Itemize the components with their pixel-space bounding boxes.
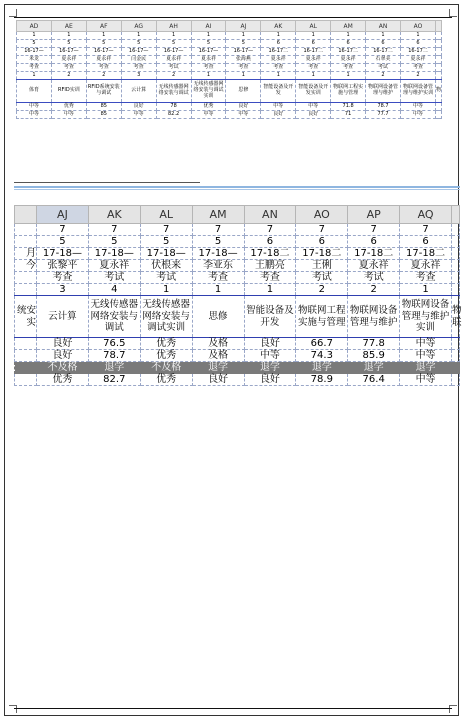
table-cell-cut[interactable]: [15, 362, 37, 374]
table-cell[interactable]: 1: [51, 32, 86, 40]
score-cell[interactable]: 中等: [400, 338, 452, 350]
course-header-cell[interactable]: RFID实训: [51, 80, 86, 103]
table-cell[interactable]: 2: [51, 72, 86, 80]
table-cell-overflow[interactable]: [452, 284, 460, 296]
table-cell[interactable]: 2: [156, 72, 191, 80]
table-cell[interactable]: 1: [17, 72, 52, 80]
table-cell[interactable]: 考查: [244, 272, 296, 284]
table-cell[interactable]: 夏永祥: [156, 56, 191, 64]
score-cell[interactable]: 退学: [88, 362, 140, 374]
table-cell[interactable]: 1: [140, 284, 192, 296]
table-cell[interactable]: 考查: [226, 64, 261, 72]
table-row: [15, 272, 460, 284]
score-cell[interactable]: 78.9: [296, 374, 348, 386]
table-cell[interactable]: 1: [366, 32, 401, 40]
table-cell[interactable]: 6: [296, 40, 331, 48]
score-cell[interactable]: 77.8: [348, 338, 400, 350]
table-cell-overflow[interactable]: [452, 236, 460, 248]
table-cell[interactable]: 17-18二: [400, 248, 452, 260]
column-header[interactable]: AK: [261, 21, 296, 32]
score-cell[interactable]: 不及格: [37, 362, 89, 374]
course-header-cell-overflow[interactable]: 物联: [452, 296, 460, 338]
table-cell[interactable]: 16-17二: [366, 48, 401, 56]
table-cell[interactable]: 16-17—: [121, 48, 156, 56]
score-cell[interactable]: 优秀: [51, 103, 86, 111]
score-row: [15, 338, 460, 350]
score-cell[interactable]: 中等: [244, 350, 296, 362]
table-cell-cut[interactable]: 月: [15, 248, 37, 260]
table-cell-overflow[interactable]: [436, 64, 442, 72]
column-header[interactable]: AM: [192, 206, 244, 224]
table-row: [15, 248, 460, 260]
score-cell[interactable]: 78.7: [366, 103, 401, 111]
table-cell[interactable]: 王鹏亮: [244, 260, 296, 272]
table-cell[interactable]: 夏永祥: [400, 56, 435, 64]
score-cell[interactable]: 中等: [121, 111, 156, 119]
table-cell[interactable]: 1: [261, 32, 296, 40]
table-cell[interactable]: 1: [226, 72, 261, 80]
score-row: [15, 362, 460, 374]
column-header[interactable]: AM: [331, 21, 366, 32]
table-cell-overflow[interactable]: [436, 111, 442, 119]
table-cell-overflow[interactable]: [452, 374, 460, 386]
table-cell[interactable]: 7: [88, 224, 140, 236]
table-cell[interactable]: 考查: [400, 64, 435, 72]
table-cell[interactable]: 王俐: [296, 260, 348, 272]
score-cell[interactable]: 良好: [121, 103, 156, 111]
score-row: [15, 350, 460, 362]
table-cell[interactable]: 6: [400, 40, 435, 48]
column-header[interactable]: AK: [88, 206, 140, 224]
column-header[interactable]: AE: [51, 21, 86, 32]
table-cell[interactable]: 16-17二: [296, 48, 331, 56]
table-cell-overflow[interactable]: [452, 224, 460, 236]
table-cell[interactable]: 5: [86, 40, 121, 48]
table-cell[interactable]: 考查: [17, 64, 52, 72]
score-cell[interactable]: 78: [156, 103, 191, 111]
table-cell[interactable]: 16-17—: [156, 48, 191, 56]
column-header-row: [17, 21, 442, 32]
table-cell[interactable]: 考查: [192, 272, 244, 284]
table-cell[interactable]: 5: [140, 236, 192, 248]
column-header-cut: [15, 206, 37, 224]
table-cell[interactable]: 17-18—: [88, 248, 140, 260]
table-cell-overflow[interactable]: [436, 40, 442, 48]
score-cell[interactable]: 中等: [400, 103, 435, 111]
table-cell[interactable]: 考试: [296, 272, 348, 284]
table-cell[interactable]: 2: [400, 72, 435, 80]
score-cell[interactable]: 优秀: [140, 338, 192, 350]
table-cell[interactable]: 5: [226, 40, 261, 48]
table-cell[interactable]: 考查: [121, 64, 156, 72]
table-cell[interactable]: 16-17二: [400, 48, 435, 56]
table-cell[interactable]: 16-17—: [86, 48, 121, 56]
table-row: [17, 48, 442, 56]
column-header[interactable]: AN: [366, 21, 401, 32]
course-header-cell-overflow[interactable]: 物: [436, 80, 442, 103]
table-cell[interactable]: 5: [51, 40, 86, 48]
course-header-cell[interactable]: 无线传感器网络安装与调试: [88, 296, 140, 338]
table-row: [17, 64, 442, 72]
column-header[interactable]: AN: [244, 206, 296, 224]
score-cell[interactable]: 退学: [244, 362, 296, 374]
table-cell[interactable]: 1: [191, 32, 226, 40]
course-header-cell[interactable]: 无线传感器网络安装与调试: [156, 80, 191, 103]
table-row: [17, 72, 442, 80]
table-cell[interactable]: 17-18二: [348, 248, 400, 260]
table-cell[interactable]: 考查: [296, 64, 331, 72]
table-cell[interactable]: 17-18—: [140, 248, 192, 260]
column-header[interactable]: AP: [348, 206, 400, 224]
table-cell[interactable]: 6: [261, 40, 296, 48]
column-header[interactable]: AI: [191, 21, 226, 32]
table-cell-overflow[interactable]: [436, 32, 442, 40]
small-grade-table: [16, 20, 442, 119]
score-cell[interactable]: 71.8: [331, 103, 366, 111]
column-header[interactable]: AQ: [400, 206, 452, 224]
score-cell[interactable]: 中等: [17, 103, 52, 111]
table-cell[interactable]: 考查: [261, 64, 296, 72]
column-header[interactable]: AO: [400, 21, 435, 32]
table-cell[interactable]: 7: [192, 224, 244, 236]
column-header-overflow: [452, 206, 460, 224]
table-cell[interactable]: 考查: [86, 64, 121, 72]
table-cell-overflow[interactable]: [452, 272, 460, 284]
course-header-cell[interactable]: 物联网工程实施与管理: [331, 80, 366, 103]
table-cell[interactable]: 张黎平: [37, 260, 89, 272]
header-row: [17, 80, 442, 103]
table-row: [17, 56, 442, 64]
course-header-cell[interactable]: 无线传感器网络安装与调试实训: [140, 296, 192, 338]
table-cell[interactable]: 7: [244, 224, 296, 236]
score-cell[interactable]: 良好: [261, 111, 296, 119]
score-cell[interactable]: 76.4: [348, 374, 400, 386]
table-cell-overflow[interactable]: [436, 72, 442, 80]
table-cell[interactable]: 张海燕: [226, 56, 261, 64]
page-footer-rule: [14, 708, 452, 709]
table-cell[interactable]: 夏永祥: [348, 260, 400, 272]
column-header[interactable]: AG: [121, 21, 156, 32]
score-cell[interactable]: 中等: [296, 103, 331, 111]
table-cell[interactable]: 16-17—: [17, 48, 52, 56]
table-cell-cut[interactable]: [15, 236, 37, 248]
course-header-cell[interactable]: RFID系统安装与调试: [86, 80, 121, 103]
table-cell[interactable]: 1: [226, 32, 261, 40]
table-cell[interactable]: 夏永祥: [400, 260, 452, 272]
table-cell[interactable]: 夏永祥: [331, 56, 366, 64]
course-header-cell[interactable]: 无线传感器网络安装与调试实训: [191, 80, 226, 103]
course-header-cell[interactable]: 思修: [226, 80, 261, 103]
course-header-cell[interactable]: 智能设备及开发: [261, 80, 296, 103]
column-header-row: [15, 206, 460, 224]
course-header-cell[interactable]: 云计算: [121, 80, 156, 103]
score-cell[interactable]: 良好: [296, 111, 331, 119]
score-cell[interactable]: 退学: [400, 362, 452, 374]
header-row: [15, 296, 460, 338]
score-cell[interactable]: 不及格: [140, 362, 192, 374]
course-header-cell-cut[interactable]: 统安实: [15, 296, 37, 338]
table-cell-overflow[interactable]: [452, 248, 460, 260]
score-cell[interactable]: 82.7: [88, 374, 140, 386]
score-cell[interactable]: 良好: [192, 374, 244, 386]
table-cell[interactable]: 夏永祥: [86, 56, 121, 64]
score-row: [15, 374, 460, 386]
column-header-overflow: [436, 21, 442, 32]
table-cell[interactable]: 考试: [156, 64, 191, 72]
table-cell-cut[interactable]: [15, 338, 37, 350]
column-header[interactable]: AH: [156, 21, 191, 32]
score-cell[interactable]: 良好: [37, 350, 89, 362]
score-cell[interactable]: 中等: [261, 103, 296, 111]
course-header-cell[interactable]: 体育: [17, 80, 52, 103]
table-cell[interactable]: 考试: [366, 64, 401, 72]
table-cell[interactable]: 16-17—: [191, 48, 226, 56]
table-cell[interactable]: 7: [296, 224, 348, 236]
course-header-cell[interactable]: 云计算: [37, 296, 89, 338]
table-row: [15, 224, 460, 236]
course-header-cell[interactable]: 物联网设备管理与维护实训: [400, 296, 452, 338]
corner-mark-bottom-right: [449, 705, 457, 713]
corner-mark-top-left: [9, 9, 17, 17]
table-cell[interactable]: 考试: [140, 272, 192, 284]
table-cell[interactable]: 5: [121, 40, 156, 48]
score-cell[interactable]: 退学: [192, 362, 244, 374]
table-cell[interactable]: 17-18—: [192, 248, 244, 260]
table-cell[interactable]: 5: [37, 236, 89, 248]
table-cell[interactable]: 16-17—: [226, 48, 261, 56]
table-cell-cut[interactable]: [15, 350, 37, 362]
table-cell[interactable]: 1: [86, 32, 121, 40]
table-cell[interactable]: 5: [191, 40, 226, 48]
score-cell[interactable]: 82.2: [156, 111, 191, 119]
table-cell[interactable]: 16-17二: [261, 48, 296, 56]
table-cell[interactable]: 1: [121, 32, 156, 40]
table-cell[interactable]: 考试: [348, 272, 400, 284]
table-cell[interactable]: 米龙: [17, 56, 52, 64]
score-cell[interactable]: 良好: [244, 338, 296, 350]
table-cell[interactable]: 1: [191, 72, 226, 80]
score-cell[interactable]: 优秀: [191, 103, 226, 111]
table-cell[interactable]: 夏永祥: [51, 56, 86, 64]
score-cell[interactable]: 良好: [226, 103, 261, 111]
table-cell[interactable]: 7: [37, 224, 89, 236]
score-cell[interactable]: 85.9: [348, 350, 400, 362]
table-cell[interactable]: 夏永祥: [191, 56, 226, 64]
table-cell[interactable]: 7: [140, 224, 192, 236]
table-cell[interactable]: 夏永祥: [296, 56, 331, 64]
corner-mark-bottom-left: [9, 705, 17, 713]
score-cell[interactable]: 及格: [192, 338, 244, 350]
table-cell-cut[interactable]: [15, 284, 37, 296]
table-cell[interactable]: 夏永祥: [261, 56, 296, 64]
column-header[interactable]: AJ: [226, 21, 261, 32]
table-cell[interactable]: 17-18二: [296, 248, 348, 260]
score-cell[interactable]: 85: [86, 111, 121, 119]
table-cell[interactable]: 4: [88, 284, 140, 296]
table-row: [17, 32, 442, 40]
table-cell[interactable]: 李亚东: [192, 260, 244, 272]
table-row: [17, 40, 442, 48]
table-cell[interactable]: 夏永祥: [88, 260, 140, 272]
score-cell[interactable]: 71: [331, 111, 366, 119]
table-cell[interactable]: 1: [400, 284, 452, 296]
score-cell[interactable]: 78.7: [88, 350, 140, 362]
table-cell[interactable]: 3: [121, 72, 156, 80]
table-cell-overflow[interactable]: [436, 56, 442, 64]
table-cell[interactable]: 考查: [400, 272, 452, 284]
table-cell-cut[interactable]: [15, 374, 37, 386]
table-cell[interactable]: 5: [17, 40, 52, 48]
column-header[interactable]: AD: [17, 21, 52, 32]
score-cell[interactable]: 中等: [17, 111, 52, 119]
score-cell[interactable]: 良好: [244, 374, 296, 386]
table-row: [15, 284, 460, 296]
table-cell[interactable]: 17-18二: [244, 248, 296, 260]
table-cell[interactable]: 1: [331, 72, 366, 80]
column-header[interactable]: AL: [140, 206, 192, 224]
table-cell-cut[interactable]: [15, 224, 37, 236]
table-cell[interactable]: 1: [156, 32, 191, 40]
column-header[interactable]: AL: [296, 21, 331, 32]
table-cell-overflow[interactable]: [436, 48, 442, 56]
course-header-cell[interactable]: 物联网设备管理与维护: [366, 80, 401, 103]
score-cell[interactable]: 66.7: [296, 338, 348, 350]
column-header[interactable]: AO: [296, 206, 348, 224]
table-cell[interactable]: 1: [17, 32, 52, 40]
score-cell[interactable]: 中等: [226, 111, 261, 119]
table-cell[interactable]: 2: [366, 72, 401, 80]
score-cell[interactable]: 74.3: [296, 350, 348, 362]
score-cell[interactable]: 优秀: [140, 350, 192, 362]
table-cell[interactable]: 考查: [191, 64, 226, 72]
table-cell-overflow[interactable]: [436, 103, 442, 111]
table-cell[interactable]: 7: [348, 224, 400, 236]
table-cell[interactable]: 6: [296, 236, 348, 248]
table-cell[interactable]: 闫金民: [121, 56, 156, 64]
table-cell[interactable]: 6: [366, 40, 401, 48]
table-cell[interactable]: 1: [261, 72, 296, 80]
table-cell-overflow[interactable]: [452, 338, 460, 350]
course-header-cell[interactable]: 物联网设备管理与维护: [348, 296, 400, 338]
table-cell-cut[interactable]: 今: [15, 260, 37, 272]
page-break-band: [14, 186, 460, 188]
table-cell[interactable]: 5: [156, 40, 191, 48]
table-cell[interactable]: 2: [296, 284, 348, 296]
table-cell[interactable]: 伏根来: [140, 260, 192, 272]
score-cell[interactable]: 优秀: [37, 374, 89, 386]
table-cell[interactable]: 16-17二: [331, 48, 366, 56]
score-cell[interactable]: 中等: [191, 111, 226, 119]
score-cell[interactable]: 及格: [192, 350, 244, 362]
table-cell[interactable]: 1: [296, 32, 331, 40]
table-cell[interactable]: 石翠美: [366, 56, 401, 64]
large-grade-table: [14, 205, 460, 386]
table-cell[interactable]: 5: [192, 236, 244, 248]
score-row: [17, 111, 442, 119]
score-cell[interactable]: 退学: [348, 362, 400, 374]
corner-mark-top-right: [449, 9, 457, 17]
score-cell[interactable]: 退学: [296, 362, 348, 374]
score-cell[interactable]: 优秀: [140, 374, 192, 386]
table-row: [15, 260, 460, 272]
score-cell[interactable]: 中等: [400, 350, 452, 362]
table-cell[interactable]: 6: [331, 40, 366, 48]
table-cell[interactable]: 1: [296, 72, 331, 80]
table-cell-overflow[interactable]: [452, 362, 460, 374]
table-cell[interactable]: 6: [244, 236, 296, 248]
table-cell[interactable]: 17-18—: [37, 248, 89, 260]
table-cell[interactable]: 考查: [37, 272, 89, 284]
score-cell[interactable]: 85: [86, 103, 121, 111]
score-cell[interactable]: 中等: [400, 111, 435, 119]
column-header-selected[interactable]: AJ: [37, 206, 89, 224]
score-cell[interactable]: 76.5: [88, 338, 140, 350]
course-header-cell[interactable]: 智能设备及开发: [244, 296, 296, 338]
page-break-band-lower: [14, 189, 460, 190]
score-row: [17, 103, 442, 111]
table-cell[interactable]: 5: [88, 236, 140, 248]
score-cell[interactable]: 中等: [51, 111, 86, 119]
table-row: [15, 236, 460, 248]
table-cell[interactable]: 3: [37, 284, 89, 296]
table-cell[interactable]: 1: [400, 32, 435, 40]
page-header-rule: [14, 17, 452, 18]
table-cell-cut[interactable]: [15, 272, 37, 284]
table-cell[interactable]: 考查: [51, 64, 86, 72]
table-cell-overflow[interactable]: [452, 260, 460, 272]
course-header-cell[interactable]: 智能设备及开发实训: [296, 80, 331, 103]
table-cell[interactable]: 2: [86, 72, 121, 80]
table-cell[interactable]: 1: [192, 284, 244, 296]
course-header-cell[interactable]: 物联网工程实施与管理: [296, 296, 348, 338]
table-cell[interactable]: 16-17—: [51, 48, 86, 56]
table-cell[interactable]: 6: [400, 236, 452, 248]
table-cell[interactable]: 1: [331, 32, 366, 40]
table-cell[interactable]: 1: [244, 284, 296, 296]
table-cell[interactable]: 考试: [88, 272, 140, 284]
table-cell-overflow[interactable]: [452, 350, 460, 362]
table-cell[interactable]: 考查: [331, 64, 366, 72]
score-cell[interactable]: 中等: [400, 374, 452, 386]
score-cell[interactable]: 良好: [37, 338, 89, 350]
column-header[interactable]: AF: [86, 21, 121, 32]
course-header-cell[interactable]: 思修: [192, 296, 244, 338]
score-cell[interactable]: 77.7: [366, 111, 401, 119]
table-cell[interactable]: 7: [400, 224, 452, 236]
table-cell[interactable]: 6: [348, 236, 400, 248]
table-cell[interactable]: 2: [348, 284, 400, 296]
course-header-cell[interactable]: 物联网设备管理与维护实训: [400, 80, 435, 103]
